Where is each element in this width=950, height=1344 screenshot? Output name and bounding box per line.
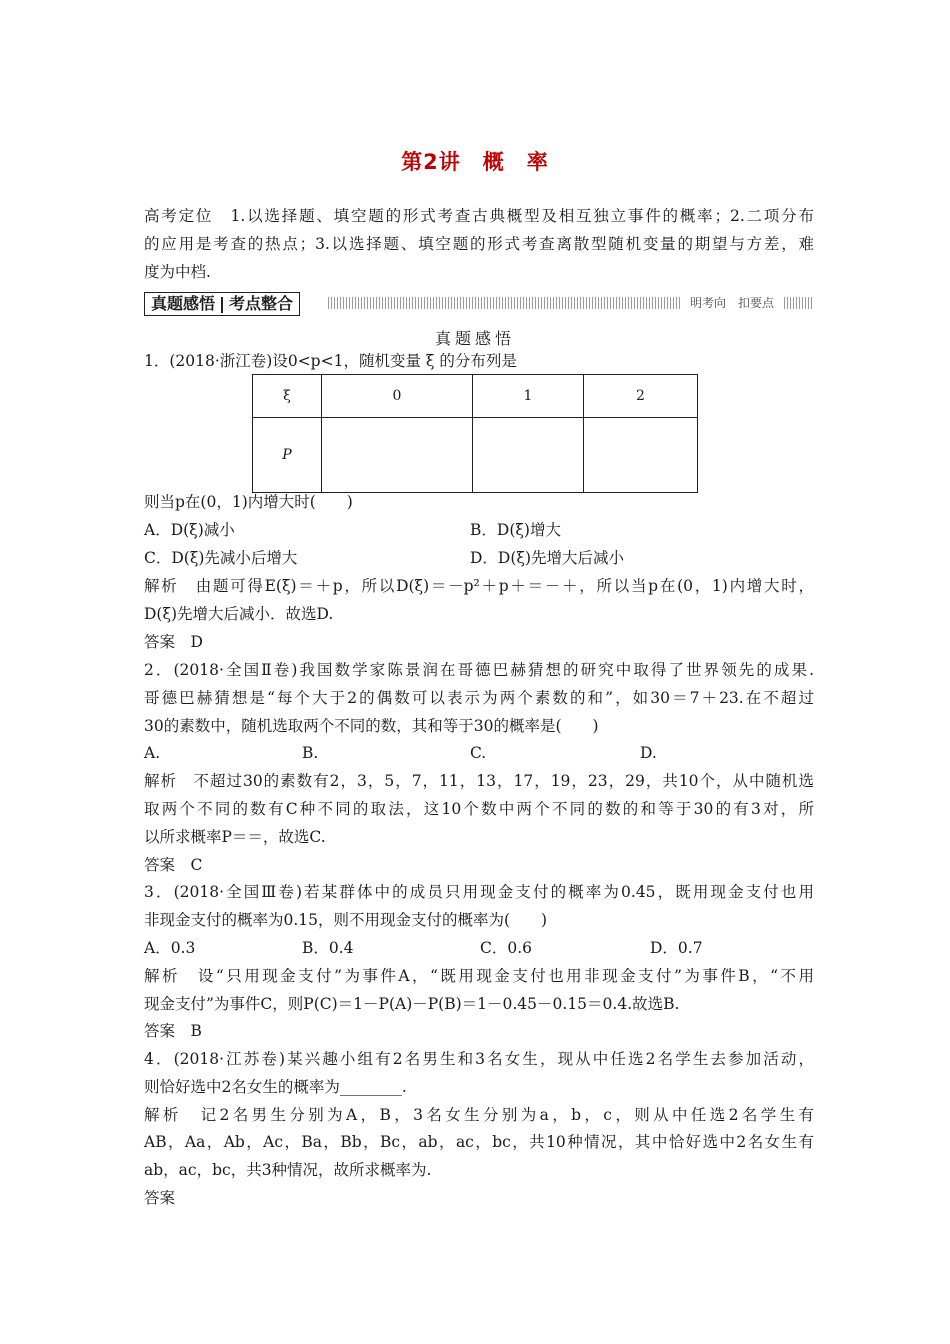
table-cell: 2: [584, 375, 698, 418]
banner-label-b: 考点整合: [229, 294, 294, 313]
q1-after: 则当p在(0，1)内增大时( ): [144, 493, 353, 511]
banner-label: [144, 292, 300, 316]
section-title: 真题感悟: [434, 329, 515, 348]
q3-analysis: 解析 设“只用现金支付”为事件A，“既用现金支付也用非现金支付”为事件B，“不用: [144, 967, 814, 985]
q2-option-d: D.: [640, 744, 657, 762]
banner-divider: [221, 297, 223, 313]
q2-analysis: 解析 不超过30的素数有2，3，5，7，11，13，17，19，23，29，共10个，从中随机选: [144, 772, 814, 790]
q4-stem: 4．(2018·江苏卷)某兴趣小组有2名男生和3名女生，现从中任选2名学生去参加活动，: [144, 1050, 814, 1068]
q2-stem: 2．(2018·全国Ⅱ卷)我国数学家陈景润在哥德巴赫猜想的研究中取得了世界领先的成果.: [144, 661, 814, 679]
q2-analysis: 以所求概率P＝＝，故选C.: [144, 828, 326, 846]
q3-option-b: B．0.4: [302, 939, 354, 957]
intro-line: 高考定位 1.以选择题、填空题的形式考查古典概型及相互独立事件的概率；2.二项分布: [144, 207, 814, 225]
q1-option-b: B．D(ξ)增大: [470, 521, 561, 539]
intro-line: 的应用是考查的热点；3.以选择题、填空题的形式考查离散型随机变量的期望与方差，难: [144, 235, 814, 253]
q2-option-a: A.: [144, 744, 161, 762]
q4-analysis: ab，ac，bc，共3种情况，故所求概率为.: [144, 1161, 432, 1179]
q2-stem: 30的素数中，随机选取两个不同的数，其和等于30的概率是( ): [144, 717, 599, 735]
q4-stem: 则恰好选中2名女生的概率为________.: [144, 1078, 407, 1096]
q1-stem: 1．(2018·浙江卷)设0<p<1，随机变量 ξ 的分布列是: [144, 352, 517, 370]
table-cell: 1: [473, 375, 584, 418]
q1-analysis: 解析 由题可得E(ξ)＝＋p，所以D(ξ)＝－p²＋p＋＝－＋，所以当p在(0，1)内增大时，: [144, 577, 814, 595]
q1-option-d: D．D(ξ)先增大后减小: [470, 549, 624, 567]
table-cell: [473, 418, 584, 493]
q2-answer: 答案 C: [144, 856, 203, 874]
q2-option-c: C.: [470, 744, 487, 762]
section-banner: [144, 292, 812, 314]
table-cell: [322, 418, 473, 493]
q4-analysis: 解析 记2名男生分别为A，B，3名女生分别为a，b，c，则从中任选2名学生有: [144, 1106, 814, 1124]
q3-option-c: C．0.6: [480, 939, 533, 957]
distribution-table: [252, 374, 698, 493]
q3-option-a: A．0.3: [144, 939, 196, 957]
q1-option-a: A．D(ξ)减小: [144, 521, 235, 539]
table-row: [253, 418, 698, 493]
q3-answer: 答案 B: [144, 1022, 202, 1040]
q2-analysis: 取两个不同的数有C种不同的取法，这10个数中两个不同的数的和等于30的有3对，所: [144, 800, 814, 818]
q3-stem: 非现金支付的概率为0.15，则不用现金支付的概率为( ): [144, 911, 548, 929]
q4-analysis: AB，Aa，Ab，Ac，Ba，Bb，Bc，ab，ac，bc，共10种情况，其中恰好选中2名女生有: [144, 1133, 814, 1151]
intro-line: 度为中档.: [144, 263, 211, 281]
table-cell-p: P: [253, 418, 322, 493]
page-title: 第2讲 概 率: [401, 150, 549, 174]
q3-option-d: D．0.7: [650, 939, 703, 957]
table-cell: 0: [322, 375, 473, 418]
banner-label-a: 真题感悟: [151, 294, 216, 313]
banner-right-label: 明考向 扣要点: [682, 295, 782, 311]
q1-analysis: D(ξ)先增大后减小．故选D.: [144, 605, 334, 623]
q1-answer: 答案 D: [144, 633, 203, 651]
q2-option-b: B.: [302, 744, 319, 762]
q4-answer: 答案: [144, 1189, 176, 1207]
table-cell-xi: ξ: [253, 375, 322, 418]
q3-analysis: 现金支付”为事件C，则P(C)＝1－P(A)－P(B)＝1－0.45－0.15＝0.4.故选B.: [144, 995, 680, 1013]
q1-option-c: C．D(ξ)先减小后增大: [144, 549, 298, 567]
table-header-row: [253, 375, 698, 418]
table-cell: [584, 418, 698, 493]
q2-stem: 哥德巴赫猜想是“每个大于2的偶数可以表示为两个素数的和”，如30＝7＋23.在不超过: [144, 689, 814, 707]
q3-stem: 3．(2018·全国Ⅲ卷)若某群体中的成员只用现金支付的概率为0.45，既用现金支付也用: [144, 883, 814, 901]
